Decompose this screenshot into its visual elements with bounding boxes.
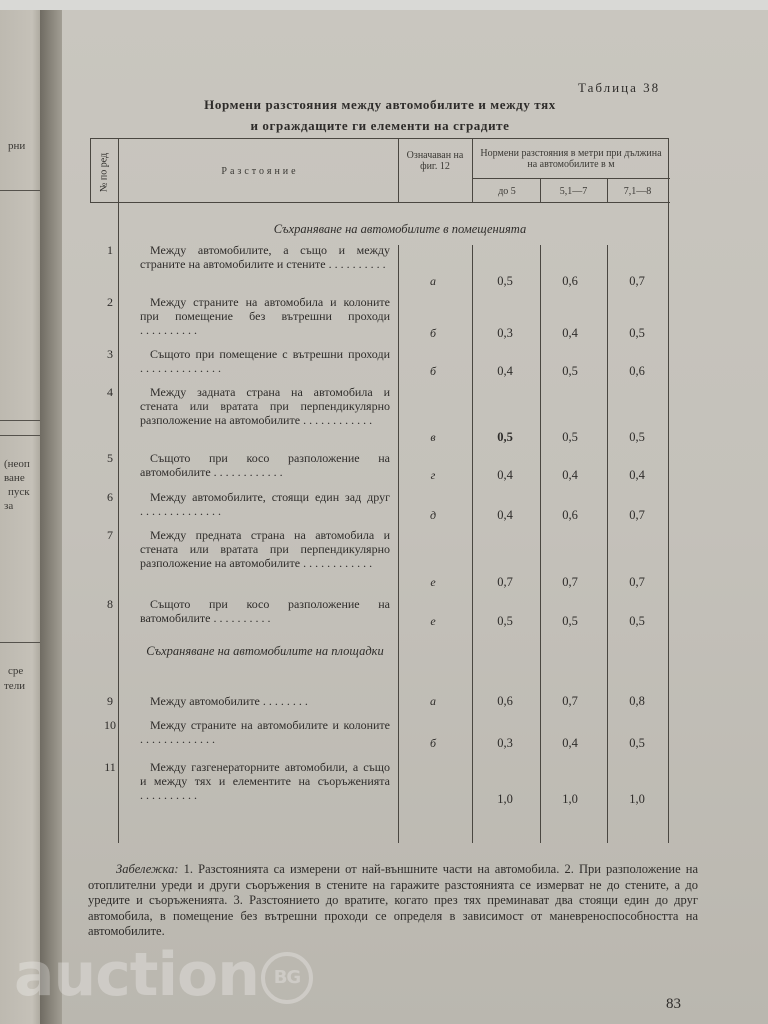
row-value: 0,7 [562,575,578,589]
row-value: 0,6 [497,694,513,708]
row-figure-mark: д [429,508,437,522]
row-number: 7 [107,528,113,542]
row-value: 0,7 [629,575,645,589]
row-number: 5 [107,451,113,465]
row-description: Същото при помещение с вътрешни проходи .............. [140,347,390,375]
row-description: Между предната страна на автомобила и стената или вратата при перпендикулярно разположение на автомобилите ............ [140,528,390,570]
row-figure-mark: б [429,326,437,340]
row-value: 0,5 [629,736,645,750]
background-strip [0,0,768,10]
row-figure-mark: г [430,468,436,482]
footnote-text: 1. Разстоянията са измерени от най-външните части на автомобила. 2. При разположение на отоплителни уреди и други съоръжения в стените на гаражите разстоянията се измерват не до стените, а до уредите и съоръженията. 3. Разстоянието до вратите, когато през тях преминават два стоящи един до друг автомобила, в помещение без вътрешни проходи се определя в зависимост от маневреноспособността на автомобилите. [88,862,699,938]
row-value: 0,3 [497,736,513,750]
left-page-text: (неоп [4,458,30,470]
mark-column-border [472,245,473,843]
row-value: 0,4 [629,468,645,482]
row-value: 1,0 [562,792,578,806]
row-value: 0,5 [562,430,578,444]
row-value: 0,7 [497,575,513,589]
row-number: 9 [107,694,113,708]
footnote-label: Забележка: [116,862,179,876]
distance-column-border [398,245,399,843]
left-page-text: тели [4,680,26,692]
row-figure-mark: а [430,274,436,288]
table-label: Таблица 38 [578,80,661,95]
row-figure-mark: в [430,430,436,444]
row-value: 0,5 [562,364,578,378]
left-page-text: ване [4,472,25,484]
subheader-border [472,178,670,179]
left-page-text: рни [8,140,26,152]
row-description: Между страните на автомобила и колоните при помещение без вътрешни проходи .......... [140,295,390,337]
row-value: 0,6 [562,274,578,288]
row-value: 0,4 [497,468,513,482]
row-number: 4 [107,385,113,399]
row-number: 6 [107,490,113,504]
header-col-5-1-7: 5,1—7 [559,186,588,197]
row-number: 8 [107,597,113,611]
row-value: 0,8 [629,694,645,708]
row-description: Между автомобилите, стоящи един зад друг .............. [140,490,390,518]
header-col-up-to-5: до 5 [498,186,516,197]
header-marked-on-figure: Означаван на фиг. 12 [406,150,464,172]
row-value: 0,3 [497,326,513,340]
row-number: 3 [107,347,113,361]
header-bottom-border [90,202,670,203]
row-value: 0,5 [629,430,645,444]
row-description: Същото при косо разположение на ватомобилите .......... [140,597,390,625]
left-page-text: пуск [8,486,30,498]
row-value: 0,4 [562,736,578,750]
row-value: 0,5 [629,326,645,340]
row-value: 1,0 [497,792,513,806]
row-number: 2 [107,295,113,309]
section-heading-outdoor: Съхраняване на автомобилите на площадки [146,644,384,658]
header-distance: Разстояние [221,166,299,177]
table-title-line-2: и ограждащите ги елементи на сградите [250,118,510,133]
left-page-text: за [4,500,14,512]
mark-column-border [472,138,473,202]
row-value: 0,4 [562,468,578,482]
row-number: 11 [104,760,116,774]
header-row-number: № по ред [98,152,110,193]
row-value: 0,4 [562,326,578,340]
row-value: 0,5 [562,614,578,628]
distance-column-border [398,138,399,202]
row-description: Между автомобилите ........ [150,694,311,708]
watermark-logo: auction BG [14,940,313,1010]
row-value: 0,5 [497,614,513,628]
row-number: 10 [104,718,116,732]
row-number: 1 [107,243,113,257]
row-value: 0,6 [629,364,645,378]
row-value: 0,5 [629,614,645,628]
row-description: Между страните на автомобилите и колоните ............. [140,718,390,746]
row-value: 0,4 [497,364,513,378]
row-value: 0,6 [562,508,578,522]
table-footnote [88,862,698,940]
table-top-border [90,138,668,139]
row-figure-mark: б [429,364,437,378]
row-value: 0,7 [562,694,578,708]
row-description: Между газгенераторните автомобили, а също и между тях и елементите на съоръженията .......... [140,760,390,802]
section-heading-indoor: Съхраняване на автомобилите в помещенията [273,222,527,236]
table-right-border [668,138,669,843]
row-figure-mark: е [430,575,436,589]
row-value: 0,7 [629,508,645,522]
row-value: 1,0 [629,792,645,806]
row-value: 0,4 [497,508,513,522]
row-value: 0,5 [497,274,513,288]
row-value: 0,7 [629,274,645,288]
row-value: 0,5 [497,430,513,444]
header-norm-distances: Нормени разстояния в метри при дължина на автомобилите в м [480,148,662,170]
page-number: 83 [666,996,681,1012]
row-description: Същото при косо разположение на автомобилите ............ [140,451,390,479]
row-description: Между автомобилите, а също и между страните на автомобилите и стените .......... [140,243,390,271]
table-title-line-1: Нормени разстояния между автомобилите и между тях [204,97,556,112]
row-figure-mark: б [429,736,437,750]
row-figure-mark: а [430,694,436,708]
left-page-text: сре [8,665,24,677]
header-col-7-1-8: 7,1—8 [623,186,652,197]
row-figure-mark: е [430,614,436,628]
row-description: Между задната страна на автомобила и стената или вратата при перпендикулярно разположение на автомобилите ............ [140,385,390,427]
